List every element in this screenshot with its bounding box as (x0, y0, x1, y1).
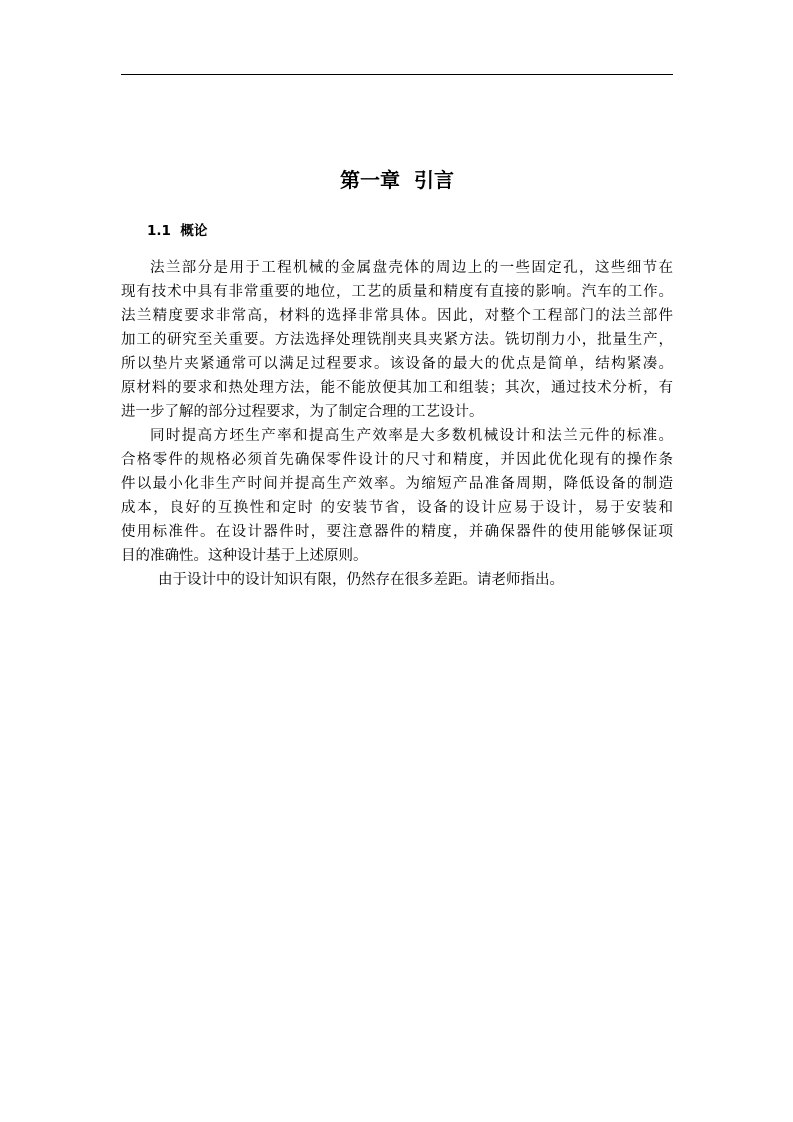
paragraph-2 (121, 424, 673, 568)
text-line: 法兰精度要求非常高，材料的选择非常具体。因此，对整个工程部门的法兰部件 (121, 308, 673, 324)
text-line: 进一步了解的部分过程要求，为了制定合理的工艺设计。 (121, 404, 484, 420)
paragraph-3 (121, 568, 673, 592)
text-line: 所以垫片夹紧通常可以满足过程要求。该设备的最大的优点是简单，结构紧凑。 (121, 356, 673, 372)
text-line: 使用标准件。在设计器件时，要注意器件的精度，并确保器件的使用能够保证项 (121, 524, 673, 540)
text-line: 加工的研究至关重要。方法选择处理铣削夹具夹紧方法。铣切削力小，批量生产， (121, 332, 673, 348)
text-line: 法兰部分是用于工程机械的金属盘壳体的周边上的一些固定孔，这些细节在 (150, 260, 673, 276)
text-line: 由于设计中的设计知识有限，仍然存在很多差距。请老师指出。 (158, 572, 564, 588)
body-text (121, 256, 673, 592)
text-line: 现有技术中具有非常重要的地位，工艺的质量和精度有直接的影响。汽车的工作。 (121, 284, 673, 300)
text-line: 成本，良好的互换性和定时 的安装节省，设备的设计应易于设计，易于安装和 (121, 500, 673, 516)
text-line: 目的准确性。这种设计基于上述原则。 (121, 548, 368, 564)
section-heading: 1.1 概论 (147, 223, 208, 239)
paragraph-1 (121, 256, 673, 424)
text-line: 同时提高方坯生产率和提高生产效率是大多数机械设计和法兰元件的标准。 (150, 428, 673, 444)
text-line: 原材料的要求和热处理方法，能不能放便其加工和组装；其次，通过技术分析，有 (121, 380, 673, 396)
text-line: 件以最小化非生产时间并提高生产效率。为缩短产品准备周期，降低设备的制造 (121, 476, 673, 492)
chapter-title: 第一章 引言 (340, 168, 454, 192)
header-rule (121, 74, 673, 75)
text-line: 合格零件的规格必须首先确保零件设计的尺寸和精度，并因此优化现有的操作条 (121, 452, 673, 468)
